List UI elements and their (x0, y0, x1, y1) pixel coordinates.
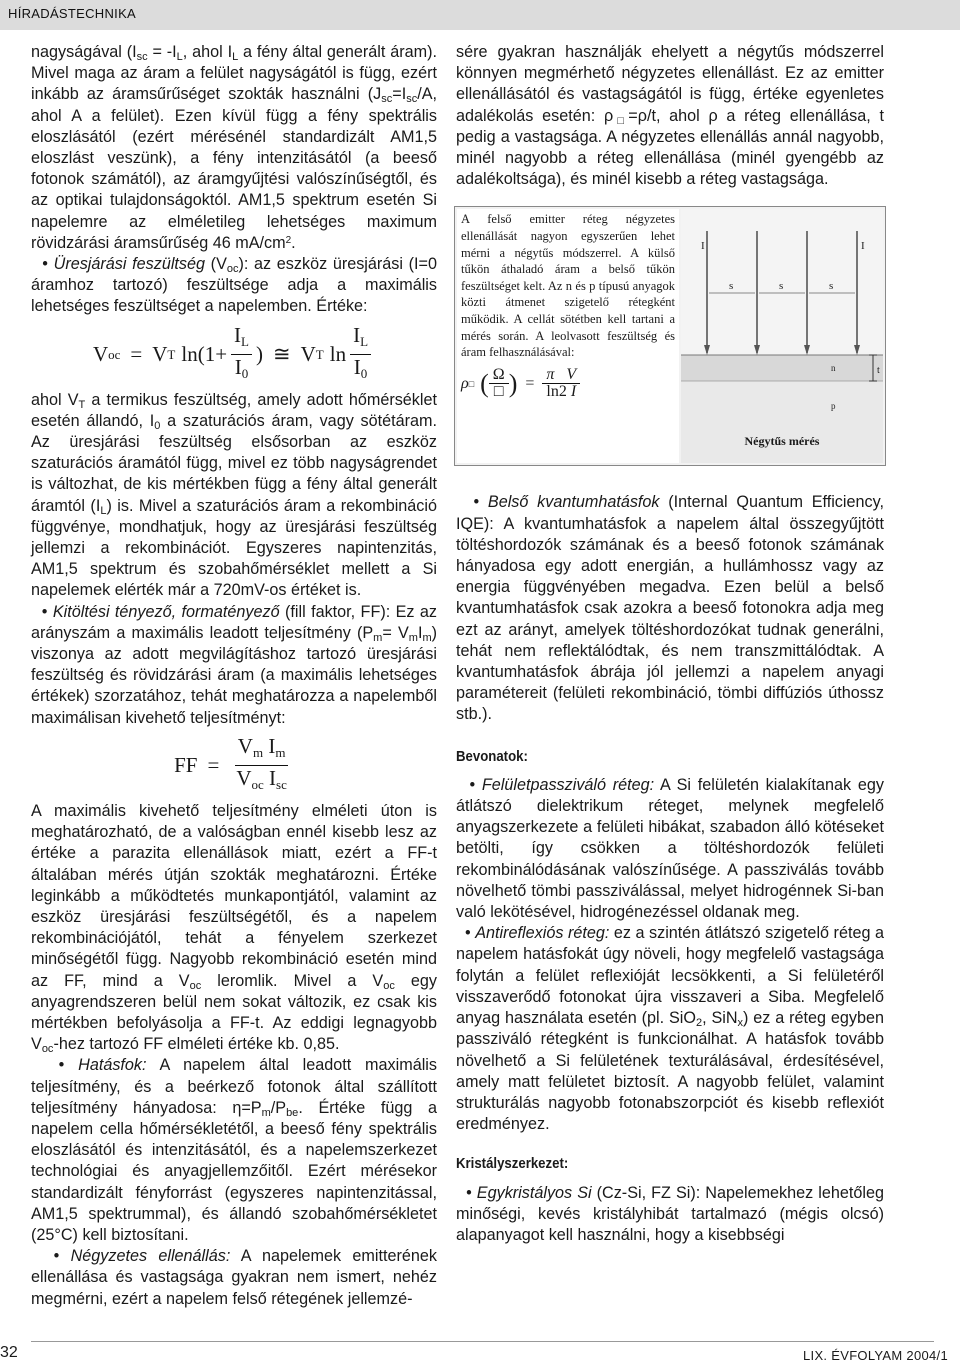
term-efficiency: Hatásfok: (78, 1056, 147, 1075)
term-ff: Kitöltési tényező, formatényező (52, 602, 280, 621)
paragraph-ff-explain: A maximális kivehető teljesítmény elméleti úton is meghatározható, de a valóságban ennél kisebb lesz az értéke a parazita ellenállások miatt, ezért a FF-t általában mérés útján szokták meghatározni. Értéke leginkább a működtetés munkapontjától, valamint az eszköz üresjárási feszültségétől, és a napelem rekombinációjától, tehát a fényelem szerkezet minőségétől függ. Nagyobb rekombináció esetén mind az FF, mind a $V_{oc}$ leromlik. Mivel a $V_{oc}$ egy anyagrendszeren belül nem sokat változik, ez csak kis mértékben befolyásolja a FF-t. Az eddigi legnagyobb $V_{oc}$-hez tartozó FF elméleti értéke kb. 0,85. (31, 801, 437, 1056)
paragraph-efficiency: • Hatásfok: A napelem által leadott maximális teljesítmény, és a beérkező fotonok által szállított teljesítmény hányadosa: $\eta=P_m/P_{be}$. Értéke függ a napelem cella hőmérsékletétől, a beeső fény spektrális eloszlásától és intenzitásától, és a napelemszerkezet technológiai és anyagjellemzőitől. Ezért mérésekor standardizált fényforrást (egyszeres napintenzitással, AM1,5 spektrummal), és állandó szobahőmérsékletet (25°C) kell biztosítani. (31, 1056, 437, 1244)
term-sheet-resistance: Négyzetes ellenállás: (70, 1247, 231, 1266)
term-iqe: Belső kvantumhatásfok (487, 493, 660, 512)
paragraph-iqe: • Belső kvantumhatásfok (Internal Quantum Efficiency, IQE): A kvantumhatásfok a napelem által összegyűjtött töltéshordozók számának és a beeső fotonok számának hányadosa egy adott energián, a hullámhossz vagy az energia függvényében megadva. Ezen belül a belső kvantumhatásfok csak azokra a beeső fotonokra adja meg ezt az arányt, amelyek töltéshordozókat tudnak generálni, tehát nem reflektálódtak, és nem transzmittálódtak. A kvantumhatásfok ábrája jól jellemzi a napelem anyagi paramétereit (felületi rekombináció, tömbi diffúziós úthossz stb.). (456, 493, 884, 724)
paragraph-sheet-resistance: • Négyzetes ellenállás: A napelemek emitterének ellenállása és vastagsága gyakran nem ismert, nehéz megmérni, ezért a napelem felső rétegének jellemzé- (31, 1247, 438, 1308)
term-voc: Üresjárási feszültség (53, 255, 206, 274)
label-spacing-1: s (729, 280, 734, 293)
paragraph-monocrystalline: • Egykristályos Si (Cz-Si, FZ Si): Napelemekhez lehetőleg minőségi, kevés kristályhibát tartalmazó (mégis olcsó) alapanyagot kell használni, hogy a kisebbségi (456, 1183, 884, 1244)
label-current-in: I (701, 240, 705, 253)
page-number: 32 (0, 1344, 18, 1361)
journal-issue: LIX. ÉVFOLYAM 2004/1 (803, 1348, 948, 1363)
figure-four-point-probe (454, 206, 886, 466)
paragraph-isc: nagyságával ($I_{sc} = -I_L$, ahol $I_L$ a fény által generált áram). Mivel maga az áram a felület nagyságától is függ, ezért inkább az áramsűrűséget szokták használni ($J_{sc}=I_{sc}/A$, ahol A a felület). Ezen kívül függ a fény spektrális eloszlásától (ezért mérésénél standardizált AM1,5 eloszlást veszünk), a fény intenzitásától (a beeső fotonok számától), az áramgyűjtési valószínűségtől, és az optikai tulajdonságoktól. AM1,5 spektrum esetén Si napelemre az elméletileg lehetséges maximum rövidzárási áramsűrűség 46 $mA/cm^2$. (31, 43, 437, 252)
running-header (0, 0, 960, 30)
label-spacing-3: s (829, 280, 834, 293)
label-spacing-2: s (779, 280, 784, 293)
heading-crystal-structure: Kristályszerkezet: (456, 1155, 569, 1173)
term-monocrystalline: Egykristályos Si (476, 1183, 592, 1202)
figure-caption: Négytűs mérés (744, 434, 820, 449)
term-antireflection: Antireflexiós réteg: (475, 924, 610, 943)
paragraph-ff: • Kitöltési tényező, formatényező (fill faktor, FF): Ez az arányszám a maximális leadott teljesítmény $(P_m= V_mI_m)$ viszonya az adott megvilágításhoz tartozó üresjárási feszültség és rövidzárási áram (a maximális lehetséges értékek) szorzatához, tehát meghatározza a napelemből maximálisan kivehető teljesítményt: (31, 602, 438, 727)
figure-description: A felső emitter réteg négyzetes ellenállását nagyon egyszerűen lehet mérni a négytűs módszerrel. A külső tűkön áthaladó áram a belső tűkön feszültséget kelt. Az n és p típusú anyagok közti átmenet szigetelő rétegként működik. A cellát sötétben kell tartani a mérés során. A leolvasott feszültség és áram felhasználásával: ρ □ ( Ω □ ) = $\frac{\text{π V}}{\ln 2 I}$ (457, 209, 679, 463)
right-column (456, 42, 884, 1246)
paragraph-sheet-resistance-cont: sére gyakran használják ehelyett a négytűs módszerrel könnyen megmérhető négyzetes ellenállást. Ez az emitter ellenállásától és vastagságától is függ, értéke egyenletes adalékolás esetén: $\rho_□=\rho/t$, ahol ρ a réteg ellenállása, t pedig a vastagsága. A négyzetes ellenállás annál nagyobb, minél nagyobb a réteg ellenállása (minél gyengébb az adalékoltsága), és minél kisebb a réteg vastagsága. (456, 43, 884, 189)
probe-diagram (681, 209, 883, 463)
label-n-layer: n (831, 363, 836, 374)
label-current-out: I (861, 240, 865, 253)
paragraph-voc: • Üresjárási feszültség $(V_{oc})$: az eszköz üresjárási (I=0 áramhoz tartozó) feszültsége adja a maximális lehetséges feszültséget a napelemben. Értéke: (31, 255, 437, 316)
paragraph-antireflection: • Antireflexiós réteg: ez a szintén átlátszó szigetelő réteg a napelem hatásfokát úgy növeli, hogy megfelelő vastagsága folytán a felület reflexióját lecsökkenti, a Si felületéről visszaverődő fotonokat újra visszaveri a Siba. Megfelelő anyag használata esetén (pl. SiO$_2$, SiN$_x$) ez a réteg egyben passziváló rétegként is funkcionálhat. A hatásfok tovább növelhető a Si felületének texturálásával, érdesítésével, amely matt felületet biztosít. A nagyobb felület, valamint strukturálás nagyobb fotonabszorpciót és kisebb reflexiót eredményez. (456, 924, 884, 1134)
equation-voc: V oc = V T ln(1+ $\frac{IL}{I0}$ ) ≅ V T ln $\frac{IL}{I0}$ (31, 326, 437, 384)
footer-rule (31, 1341, 934, 1342)
equation-ff: FF = $\frac{\text{Vm Im}}{\text{Voc Isc}}$ (174, 734, 287, 793)
term-passivation: Felületpassziváló réteg: (481, 775, 655, 794)
journal-title: HÍRADÁSTECHNIKA (8, 6, 137, 21)
paragraph-passivation: • Felületpassziváló réteg: A Si felületén kialakítanak egy átlátszó dielektrikum réteget, melynek megfelelő anyagszerkezete a felületi hibákat, szabadon álló kötéseket betölti, így csökken a töltéshordozók felületi rekombinálódásának valószínűsége. A passziválás tovább növelhető tömbi passziválással, melyet hidrogénnek Si-ban való lekötésével, hidrogénezéssel oldanak meg. (456, 775, 884, 922)
heading-coatings: Bevonatok: (456, 747, 528, 765)
label-p-layer: p (831, 401, 836, 412)
figure-formula: ρ □ ( Ω □ ) = $\frac{\text{π V}}{\ln 2 I}$ (461, 367, 675, 401)
paragraph-voc-explain: ahol $V_T$ a termikus feszültség, amely adott hőmérséklet esetén állandó, $I_0$ a szaturációs áram, vagy sötétáram. Az üresjárási feszültség elsősorban az eszköz szaturációs áramától függ, mivel ez több nagyságrendet is változhat, de kis mértékben függ a fény által generált áramtól $(I_L)$ is. Mivel a szaturációs áram a rekombináció függvénye, mondhatjuk, hogy az üresjárási feszültség jellemzi a rekombinációt. Egyszeres napintenzitás, AM1,5 spektrum és szobahőmérséklet mellett a Si napelemek elérték már a 720mV-os értéket is. (31, 390, 437, 600)
label-thickness: t (877, 365, 880, 377)
n-layer (681, 355, 883, 381)
left-column (31, 42, 437, 1310)
